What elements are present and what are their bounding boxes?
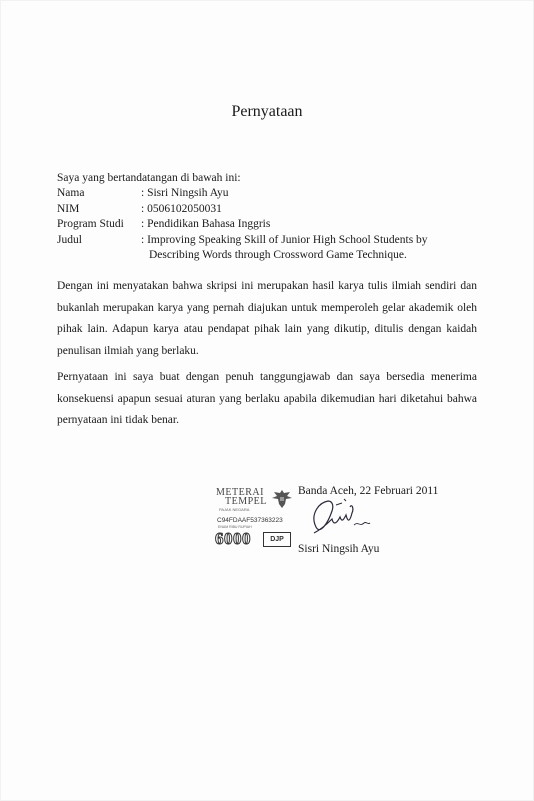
stamp-small-text-2: ENAM RIBU RUPIAH — [218, 525, 252, 529]
field-row-program-studi — [57, 217, 441, 233]
field-value: : Sisri Ningsih Ayu — [141, 187, 229, 199]
place-date: Banda Aceh, 22 Februari 2011 — [298, 485, 439, 497]
declaration-paragraph: Dengan ini menyatakan bahwa skripsi ini merupakan hasil karya tulis ilmiah sendiri dan bukanlah merupakan karya yang pernah diajukan untuk memperoleh gelar akademik oleh pihak lain. Adapun karya atau pendapat pihak lain yang dikutip, ditulis dengan kaidah penulisan ilmiah yang berlaku. — [57, 280, 477, 357]
field-value: : Pendidikan Bahasa Inggris — [141, 218, 271, 230]
field-row-judul — [57, 233, 441, 264]
stamp-line-1: METERAI — [216, 487, 264, 498]
title-line-2: Describing Words through Crossword Game Technique. — [149, 249, 407, 261]
identity-table — [57, 186, 441, 264]
field-row-nama — [57, 186, 441, 202]
field-label: Program Studi — [57, 218, 124, 230]
signature-icon — [288, 493, 373, 548]
stamp-serial: C94FDAAF537363223 — [217, 517, 283, 524]
field-label: NIM — [57, 202, 80, 215]
signer-name: Sisri Ningsih Ayu — [298, 543, 380, 555]
field-label: Nama — [57, 187, 85, 199]
field-value: : 0506102050031 — [141, 202, 222, 215]
field-row-nim — [57, 202, 441, 218]
stamp-small-text: PAJAK NEGARA — [219, 507, 250, 512]
stamp-line-2: TEMPEL — [225, 496, 267, 507]
title-line-1: : Improving Speaking Skill of Junior High School Students by — [141, 233, 428, 246]
field-value — [141, 233, 441, 264]
field-label: Judul — [57, 233, 82, 246]
page-title: Pernyataan — [231, 103, 303, 120]
stamp-agency: DJP — [263, 532, 291, 547]
intro-text: Saya yang bertandatangan di bawah ini: — [57, 172, 241, 184]
responsibility-paragraph: Pernyataan ini saya buat dengan penuh tanggungjawab dan saya bersedia menerima konsekuensi apapun sesuai aturan yang berlaku apabila dikemudian hari diketahui bahwa pernyataan ini tidak benar. — [57, 371, 477, 426]
stamp-value: 6000 — [215, 529, 251, 548]
